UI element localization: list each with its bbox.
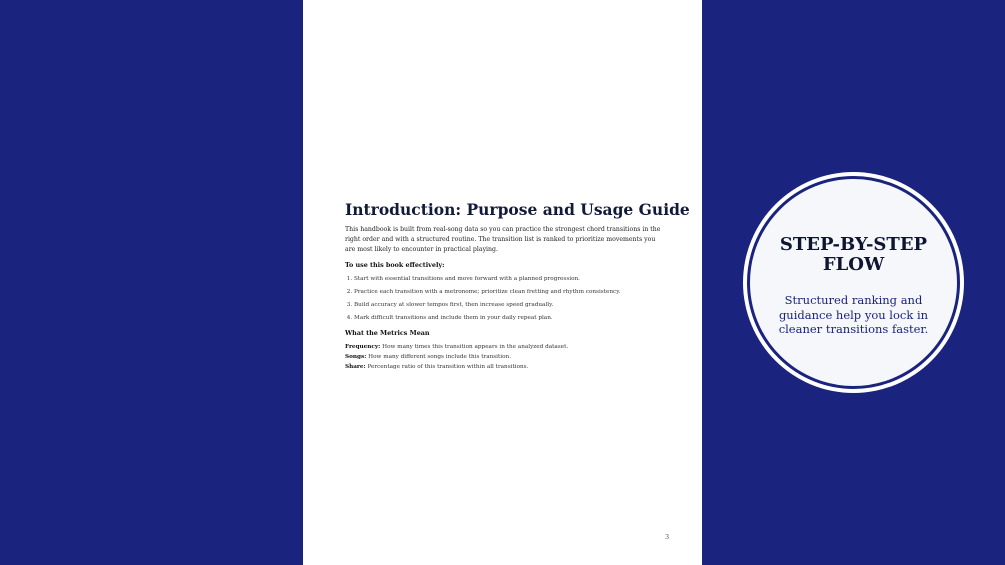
metric-desc: Percentage ratio of this transition within all transitions. [367, 364, 529, 370]
metric-term: Share: [345, 364, 366, 370]
list-item: 3. Build accuracy at slower tempos first, then increase speed gradually. [354, 299, 665, 312]
metric-share [345, 362, 665, 372]
callout-text [768, 235, 939, 337]
metric-term: Songs: [345, 354, 367, 360]
book-page [303, 0, 702, 565]
metric-desc: How many different songs include this transition. [368, 354, 512, 360]
metrics-heading: What the Metrics Mean [345, 329, 430, 337]
intro-paragraph: This handbook is built from real-song data so you can practice the strongest chord transitions in the right order and with a structured routine. The transition list is ranked to prioritize movements you are most likely to encounter in practical playing. [345, 226, 661, 253]
callout-circle-inner [747, 176, 960, 389]
callout-title: STEP-BY-STEP FLOW [779, 234, 928, 275]
howto-heading: To use this book effectively: [345, 261, 445, 269]
steps-list [345, 273, 665, 325]
list-item: 4. Mark difficult transitions and include them in your daily repeat plan. [354, 312, 665, 325]
page-content [345, 200, 690, 372]
metric-songs [345, 352, 665, 362]
page-title: Introduction: Purpose and Usage Guide [345, 200, 690, 219]
metric-frequency [345, 342, 665, 352]
callout-description: Structured ranking and guidance help you lock in cleaner transitions faster. [778, 293, 929, 336]
callout-circle [743, 172, 964, 393]
metric-term: Frequency: [345, 344, 381, 350]
list-item: 1. Start with essential transitions and move forward with a planned progression. [354, 273, 665, 286]
metric-desc: How many times this transition appears in the analyzed dataset. [382, 344, 569, 350]
page-number: 3 [665, 533, 670, 541]
list-item: 2. Practice each transition with a metronome; prioritize clean fretting and rhythm consistency. [354, 286, 665, 299]
